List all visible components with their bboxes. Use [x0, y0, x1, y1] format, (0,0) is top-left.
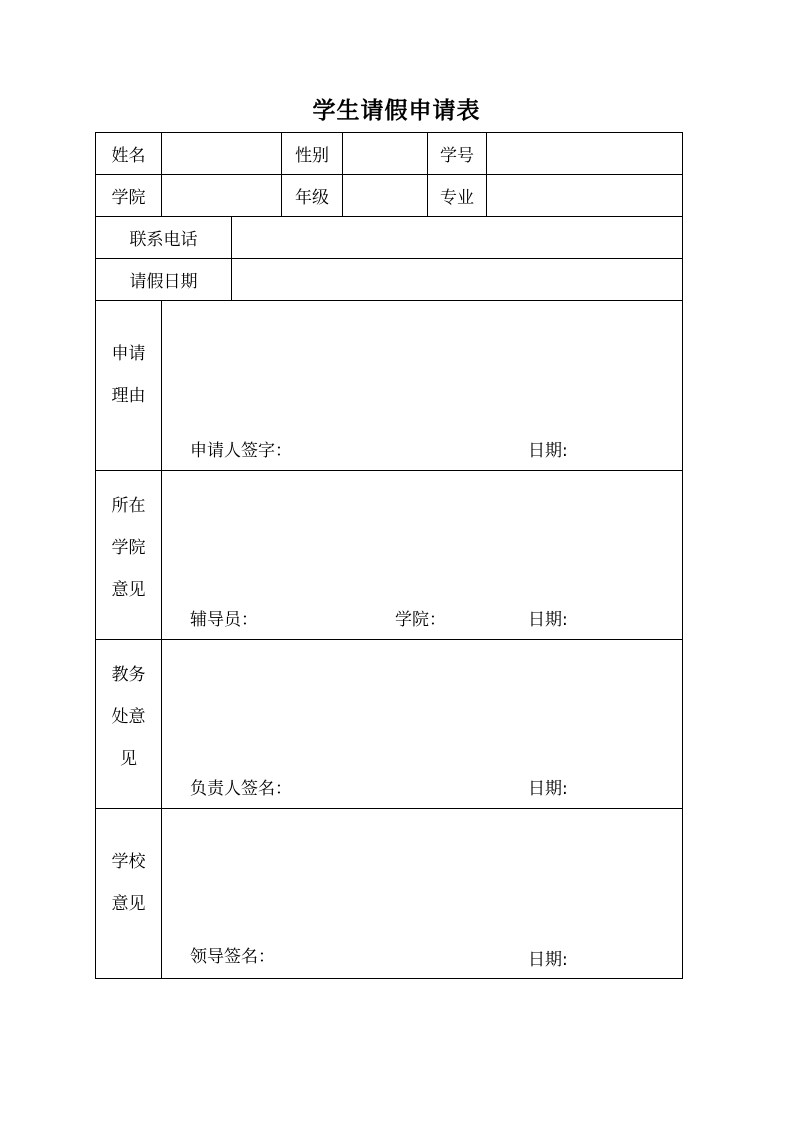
leave-date-field[interactable] — [231, 258, 683, 301]
counselor-label: 辅导员： — [190, 610, 258, 630]
school-opinion-label-line: 意见 — [111, 893, 146, 914]
college-opinion-section-label — [95, 470, 162, 640]
reason-label-line: 申请 — [111, 343, 146, 364]
applicant-signature-label: 申请人签字： — [190, 441, 292, 461]
name-field[interactable] — [161, 132, 282, 175]
leave-application-form — [95, 132, 683, 979]
school-opinion-date-label: 日期: — [528, 950, 568, 970]
grade-field[interactable] — [342, 174, 428, 217]
college-label: 学院 — [95, 174, 162, 217]
academic-opinion-label-line: 见 — [120, 749, 137, 769]
reason-section-label — [95, 300, 162, 471]
leave-date-label: 请假日期 — [95, 258, 232, 301]
form-title: 学生请假申请表 — [312, 98, 481, 124]
college-field[interactable] — [161, 174, 282, 217]
reason-date-label: 日期: — [528, 441, 568, 461]
reason-label-line: 理由 — [111, 385, 146, 406]
college-opinion-label-line: 学院 — [111, 538, 146, 558]
name-label: 姓名 — [95, 132, 162, 175]
major-label: 专业 — [427, 174, 487, 217]
academic-opinion-section-label — [95, 639, 162, 809]
college-opinion-label-line: 意见 — [111, 580, 146, 600]
phone-label: 联系电话 — [95, 216, 232, 259]
reason-content-area[interactable] — [161, 300, 683, 471]
college-opinion-label-line: 所在 — [111, 496, 146, 516]
student-id-label: 学号 — [427, 132, 487, 175]
gender-label: 性别 — [281, 132, 343, 175]
gender-field[interactable] — [342, 132, 428, 175]
grade-label: 年级 — [281, 174, 343, 217]
school-opinion-label-line: 学校 — [111, 851, 146, 872]
school-opinion-section-label — [95, 808, 162, 979]
academic-opinion-label-line: 教务 — [111, 665, 146, 685]
phone-field[interactable] — [231, 216, 683, 259]
student-id-field[interactable] — [486, 132, 683, 175]
major-field[interactable] — [486, 174, 683, 217]
academic-opinion-content-area[interactable] — [161, 639, 683, 809]
college-opinion-date-label: 日期: — [528, 610, 568, 630]
responsible-person-signature-label: 负责人签名： — [190, 779, 292, 799]
college-signature-label: 学院： — [395, 610, 446, 630]
academic-opinion-label-line: 处意 — [111, 707, 146, 727]
school-opinion-content-area[interactable] — [161, 808, 683, 979]
college-opinion-content-area[interactable] — [161, 470, 683, 640]
leader-signature-label: 领导签名： — [190, 947, 275, 967]
academic-opinion-date-label: 日期: — [528, 779, 568, 799]
